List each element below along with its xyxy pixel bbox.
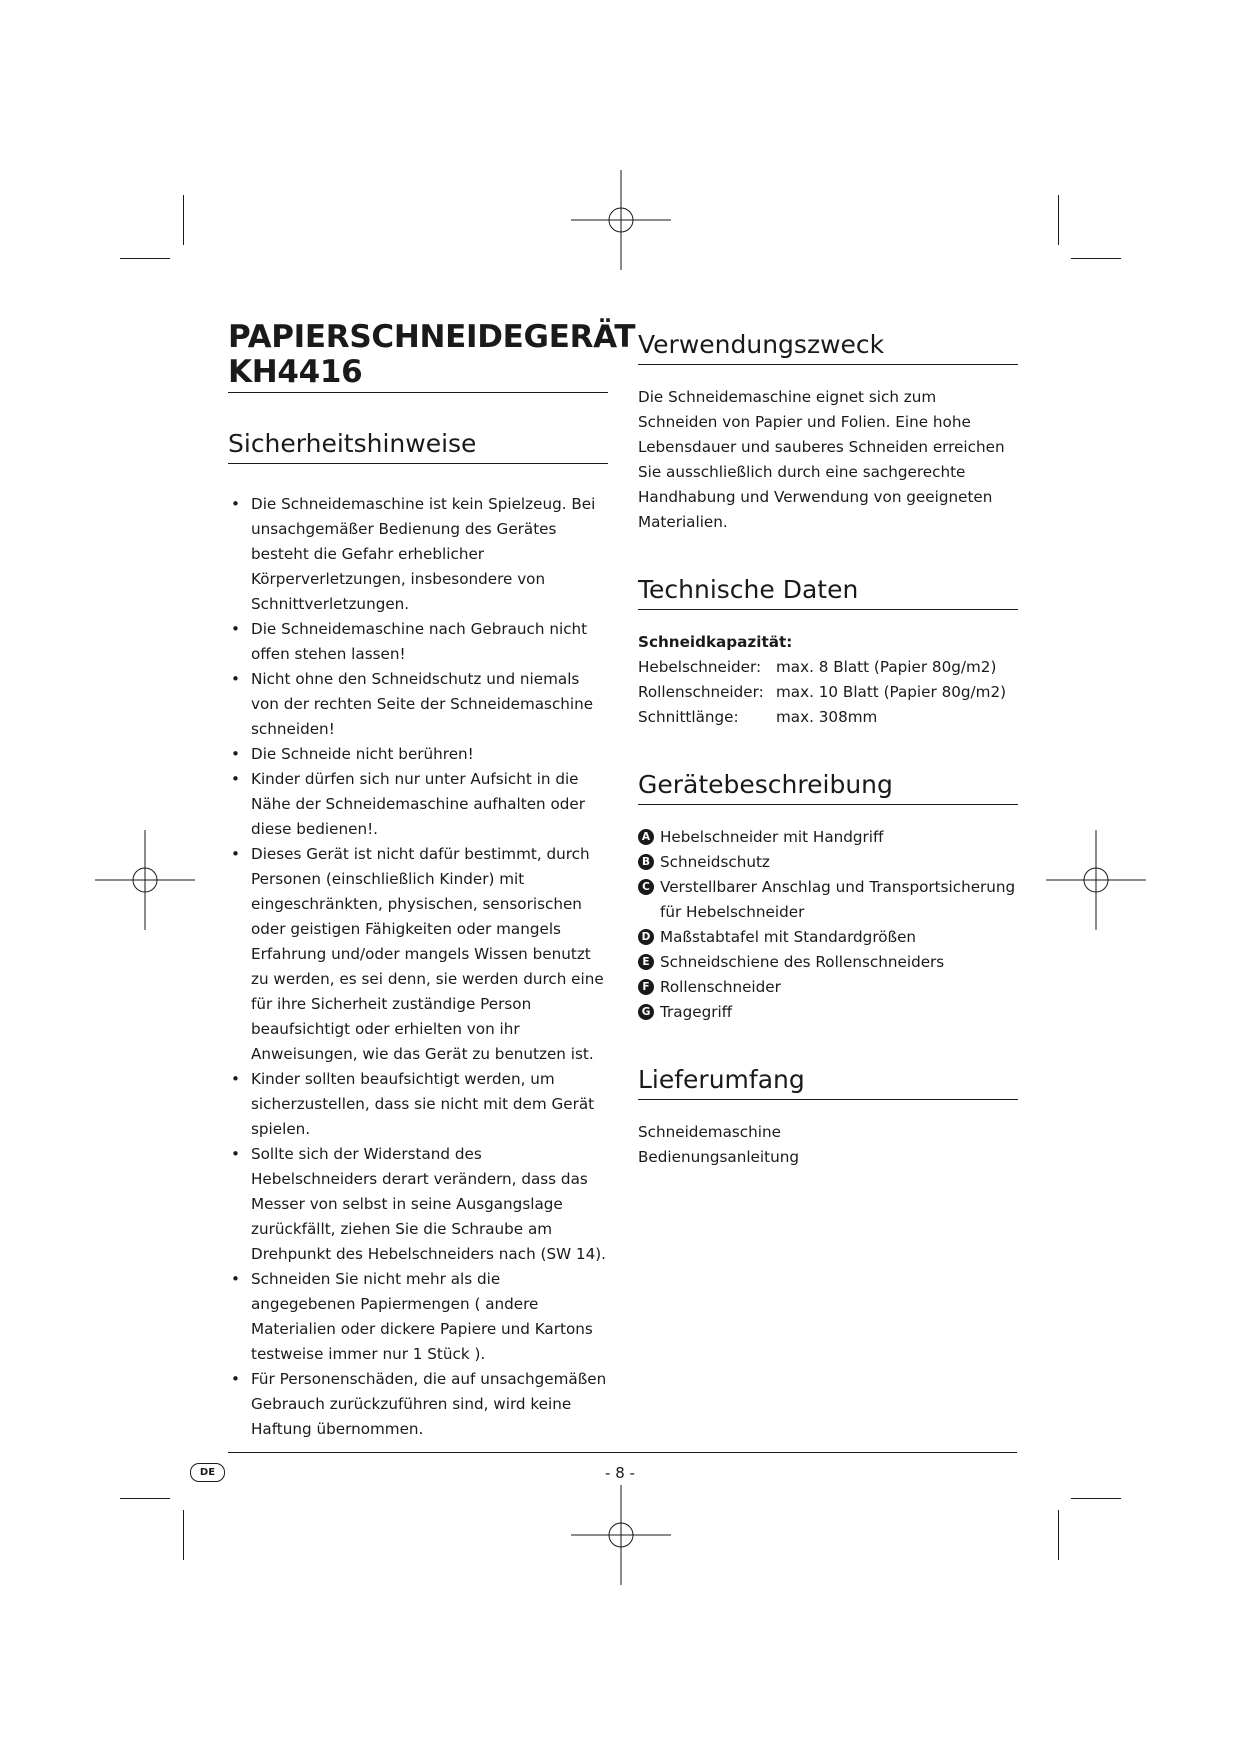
list-item: • Kinder sollten beaufsichtigt werden, um sicherzustellen, dass sie nicht mit dem Gerät spielen.	[228, 1067, 608, 1142]
registration-mark	[1046, 830, 1146, 930]
spec-row	[638, 680, 1018, 705]
part-letter-badge: G	[638, 1004, 654, 1020]
title-line2: KH4416	[228, 354, 363, 390]
list-item: • Kinder dürfen sich nur unter Aufsicht in die Nähe der Schneidemaschine aufhalten oder diese bedienen!.	[228, 767, 608, 842]
delivery-list	[638, 1120, 1018, 1170]
list-item: • Die Schneidemaschine ist kein Spielzeug. Bei unsachgemäßer Bedienung des Gerätes besteht die Gefahr erheblicher Körperverletzungen, insbesondere von Schnittverletzungen.	[228, 492, 608, 617]
part-letter-badge: F	[638, 979, 654, 995]
list-item: Bedienungsanleitung	[638, 1148, 799, 1166]
list-item	[638, 825, 1018, 850]
part-text: Hebelschneider mit Handgriff	[660, 828, 884, 846]
document-title	[228, 319, 636, 393]
crop-mark	[120, 1498, 170, 1499]
registration-mark	[571, 170, 671, 270]
list-item: • Dieses Gerät ist nicht dafür bestimmt, durch Personen (einschließlich Kinder) mit eingeschränkten, physischen, sensorischen oder geistigen Fähigkeiten oder mangels Erfahrung und/oder mangels Wissen benutzt zu werden, es sei denn, sie werden durch eine für ihre Sicherheit zuständige Person beaufsichtigt oder erhielten von ihr Anweisungen, wie das Gerät zu benutzen ist.	[228, 842, 608, 1067]
page-number: - 8 -	[605, 1464, 635, 1482]
list-item	[638, 950, 1018, 975]
specs-heading: Technische Daten	[638, 575, 1018, 610]
crop-mark	[183, 195, 184, 245]
spec-value: max. 308mm	[776, 708, 878, 726]
part-letter-badge: D	[638, 929, 654, 945]
list-item	[638, 875, 1018, 925]
part-text: Maßstabtafel mit Standardgrößen	[660, 928, 917, 946]
list-item: • Sollte sich der Widerstand des Hebelschneiders derart verändern, dass das Messer von selbst in seine Ausgangslage zurückfällt, ziehen Sie die Schraube am Drehpunkt des Hebelschneiders nach (SW 14).	[228, 1142, 608, 1267]
safety-list	[228, 492, 608, 1442]
spec-value: max. 8 Blatt (Papier 80g/m2)	[776, 658, 997, 676]
part-text: Tragegriff	[660, 1003, 733, 1021]
list-item: Schneidemaschine	[638, 1123, 781, 1141]
list-item	[638, 925, 1018, 950]
list-item: • Schneiden Sie nicht mehr als die angegebenen Papiermengen ( andere Materialien oder dickere Papiere und Kartons testweise immer nur 1 Stück ).	[228, 1267, 608, 1367]
spec-row	[638, 705, 1018, 730]
spec-key: Rollenschneider:	[638, 683, 764, 701]
part-letter-badge: A	[638, 829, 654, 845]
crop-mark	[1058, 1510, 1059, 1560]
spec-value: max. 10 Blatt (Papier 80g/m2)	[776, 683, 1007, 701]
list-item	[638, 1000, 1018, 1025]
list-item: • Für Personenschäden, die auf unsachgemäßen Gebrauch zurückzuführen sind, wird keine Haftung übernommen.	[228, 1367, 608, 1442]
part-text: Schneidschutz	[660, 853, 770, 871]
crop-mark	[183, 1510, 184, 1560]
crop-mark	[120, 258, 170, 259]
spec-key: Schnittlänge:	[638, 708, 739, 726]
language-badge: DE	[190, 1463, 225, 1482]
crop-mark	[1071, 258, 1121, 259]
part-text: Verstellbarer Anschlag und Transportsicherung für Hebelschneider	[660, 878, 1016, 921]
registration-mark	[95, 830, 195, 930]
list-item: • Die Schneidemaschine nach Gebrauch nicht offen stehen lassen!	[228, 617, 608, 667]
spec-row	[638, 655, 1018, 680]
parts-heading: Gerätebeschreibung	[638, 770, 1018, 805]
list-item: • Die Schneide nicht berühren!	[228, 742, 608, 767]
crop-mark	[1058, 195, 1059, 245]
right-column	[638, 330, 1018, 1170]
title-line1: PAPIERSCHNEIDEGERÄT	[228, 319, 636, 355]
list-item: • Nicht ohne den Schneidschutz und niemals von der rechten Seite der Schneidemaschine schneiden!	[228, 667, 608, 742]
purpose-heading: Verwendungszweck	[638, 330, 1018, 365]
spec-key: Hebelschneider:	[638, 658, 762, 676]
left-column	[228, 319, 636, 1442]
parts-list	[638, 825, 1018, 1025]
registration-mark	[571, 1485, 671, 1585]
part-text: Schneidschiene des Rollenschneiders	[660, 953, 945, 971]
specs-subheading: Schneidkapazität:	[638, 633, 793, 651]
footer-divider	[228, 1452, 1017, 1453]
list-item	[638, 850, 1018, 875]
part-letter-badge: B	[638, 854, 654, 870]
part-text: Rollenschneider	[660, 978, 781, 996]
purpose-text: Die Schneidemaschine eignet sich zum Schneiden von Papier und Folien. Eine hohe Lebensdauer und sauberes Schneiden erreichen Sie ausschließlich durch eine sachgerechte Handhabung und Verwendung von geeigneten Materialien.	[638, 388, 1005, 531]
part-letter-badge: E	[638, 954, 654, 970]
delivery-heading: Lieferumfang	[638, 1065, 1018, 1100]
crop-mark	[1071, 1498, 1121, 1499]
list-item	[638, 975, 1018, 1000]
safety-heading: Sicherheitshinweise	[228, 429, 608, 464]
part-letter-badge: C	[638, 879, 654, 895]
specs-block	[638, 630, 1018, 730]
